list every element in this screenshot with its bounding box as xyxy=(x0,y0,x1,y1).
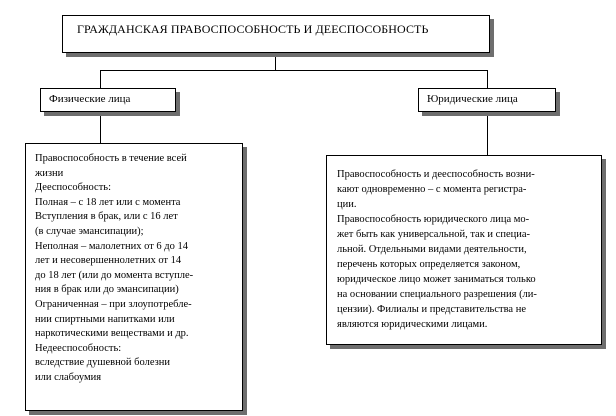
physical-detail-line: ния в брак или до эмансипации) xyxy=(35,284,179,296)
physical-detail-line: (в случае эмансипации); xyxy=(35,225,144,237)
legal-detail-line: цензии). Филиалы и представительства не xyxy=(337,304,526,315)
connector-horizontal xyxy=(100,70,487,71)
physical-persons-box xyxy=(40,88,176,112)
diagram-title: ГРАЖДАНСКАЯ ПРАВОСПОСОБНОСТЬ И ДЕЕСПОСОБНОСТЬ xyxy=(77,22,429,36)
physical-detail-line: Недееспособность: xyxy=(35,342,122,354)
connector-physical-details xyxy=(100,112,101,143)
physical-persons-details-box xyxy=(25,143,243,411)
physical-detail-line: Правоспособность в течение всей xyxy=(35,153,187,164)
legal-detail-line: жет быть как универсальной, так и специа- xyxy=(337,229,531,240)
legal-detail-line: Правоспособность юридического лица мо- xyxy=(337,214,530,225)
physical-detail-line: Неполная – малолетних от 6 до 14 xyxy=(35,240,189,252)
legal-entities-heading: Юридические лица xyxy=(427,93,518,105)
legal-detail-line: льной. Отдельными видами деятельности, xyxy=(337,244,527,255)
physical-detail-line: жизни xyxy=(35,167,64,179)
legal-detail-line: являются юридическими лицами. xyxy=(337,319,488,330)
physical-detail-line: лет и несовершеннолетних от 14 xyxy=(35,255,182,267)
physical-detail-line: или слабоумия xyxy=(35,371,102,383)
physical-detail-line: Вступления в брак, или с 16 лет xyxy=(35,211,178,223)
connector-to-legal xyxy=(487,70,488,88)
physical-detail-line: Ограниченная – при злоупотребле- xyxy=(35,298,192,310)
diagram-title-box xyxy=(62,15,490,53)
physical-detail-line: наркотическими веществами и др. xyxy=(35,328,189,340)
legal-detail-line: кают одновременно – с момента регистра- xyxy=(337,184,527,195)
physical-detail-line: вследствие душевной болезни xyxy=(35,357,171,369)
physical-detail-line: нии спиртными напитками или xyxy=(35,313,175,325)
physical-detail-line: до 18 лет (или до момента вступле- xyxy=(35,269,194,281)
connector-vertical-main xyxy=(275,53,276,70)
physical-persons-heading: Физические лица xyxy=(49,93,131,105)
connector-legal-details xyxy=(487,112,488,155)
physical-detail-line: Полная – с 18 лет или с момента xyxy=(35,196,181,208)
legal-entities-details-box xyxy=(326,155,602,345)
physical-detail-line: Дееспособность: xyxy=(35,182,112,194)
legal-entities-box xyxy=(418,88,556,112)
legal-detail-line: юридическое лицо может заниматься только xyxy=(337,274,536,285)
legal-detail-line: на основании специального разрешения (ли- xyxy=(337,289,537,300)
connector-to-physical xyxy=(100,70,101,88)
legal-detail-line: ции. xyxy=(337,199,357,210)
legal-detail-line: Правоспособность и дееспособность возни- xyxy=(337,169,535,180)
legal-detail-line: перечень которых определяется законом, xyxy=(337,259,521,270)
